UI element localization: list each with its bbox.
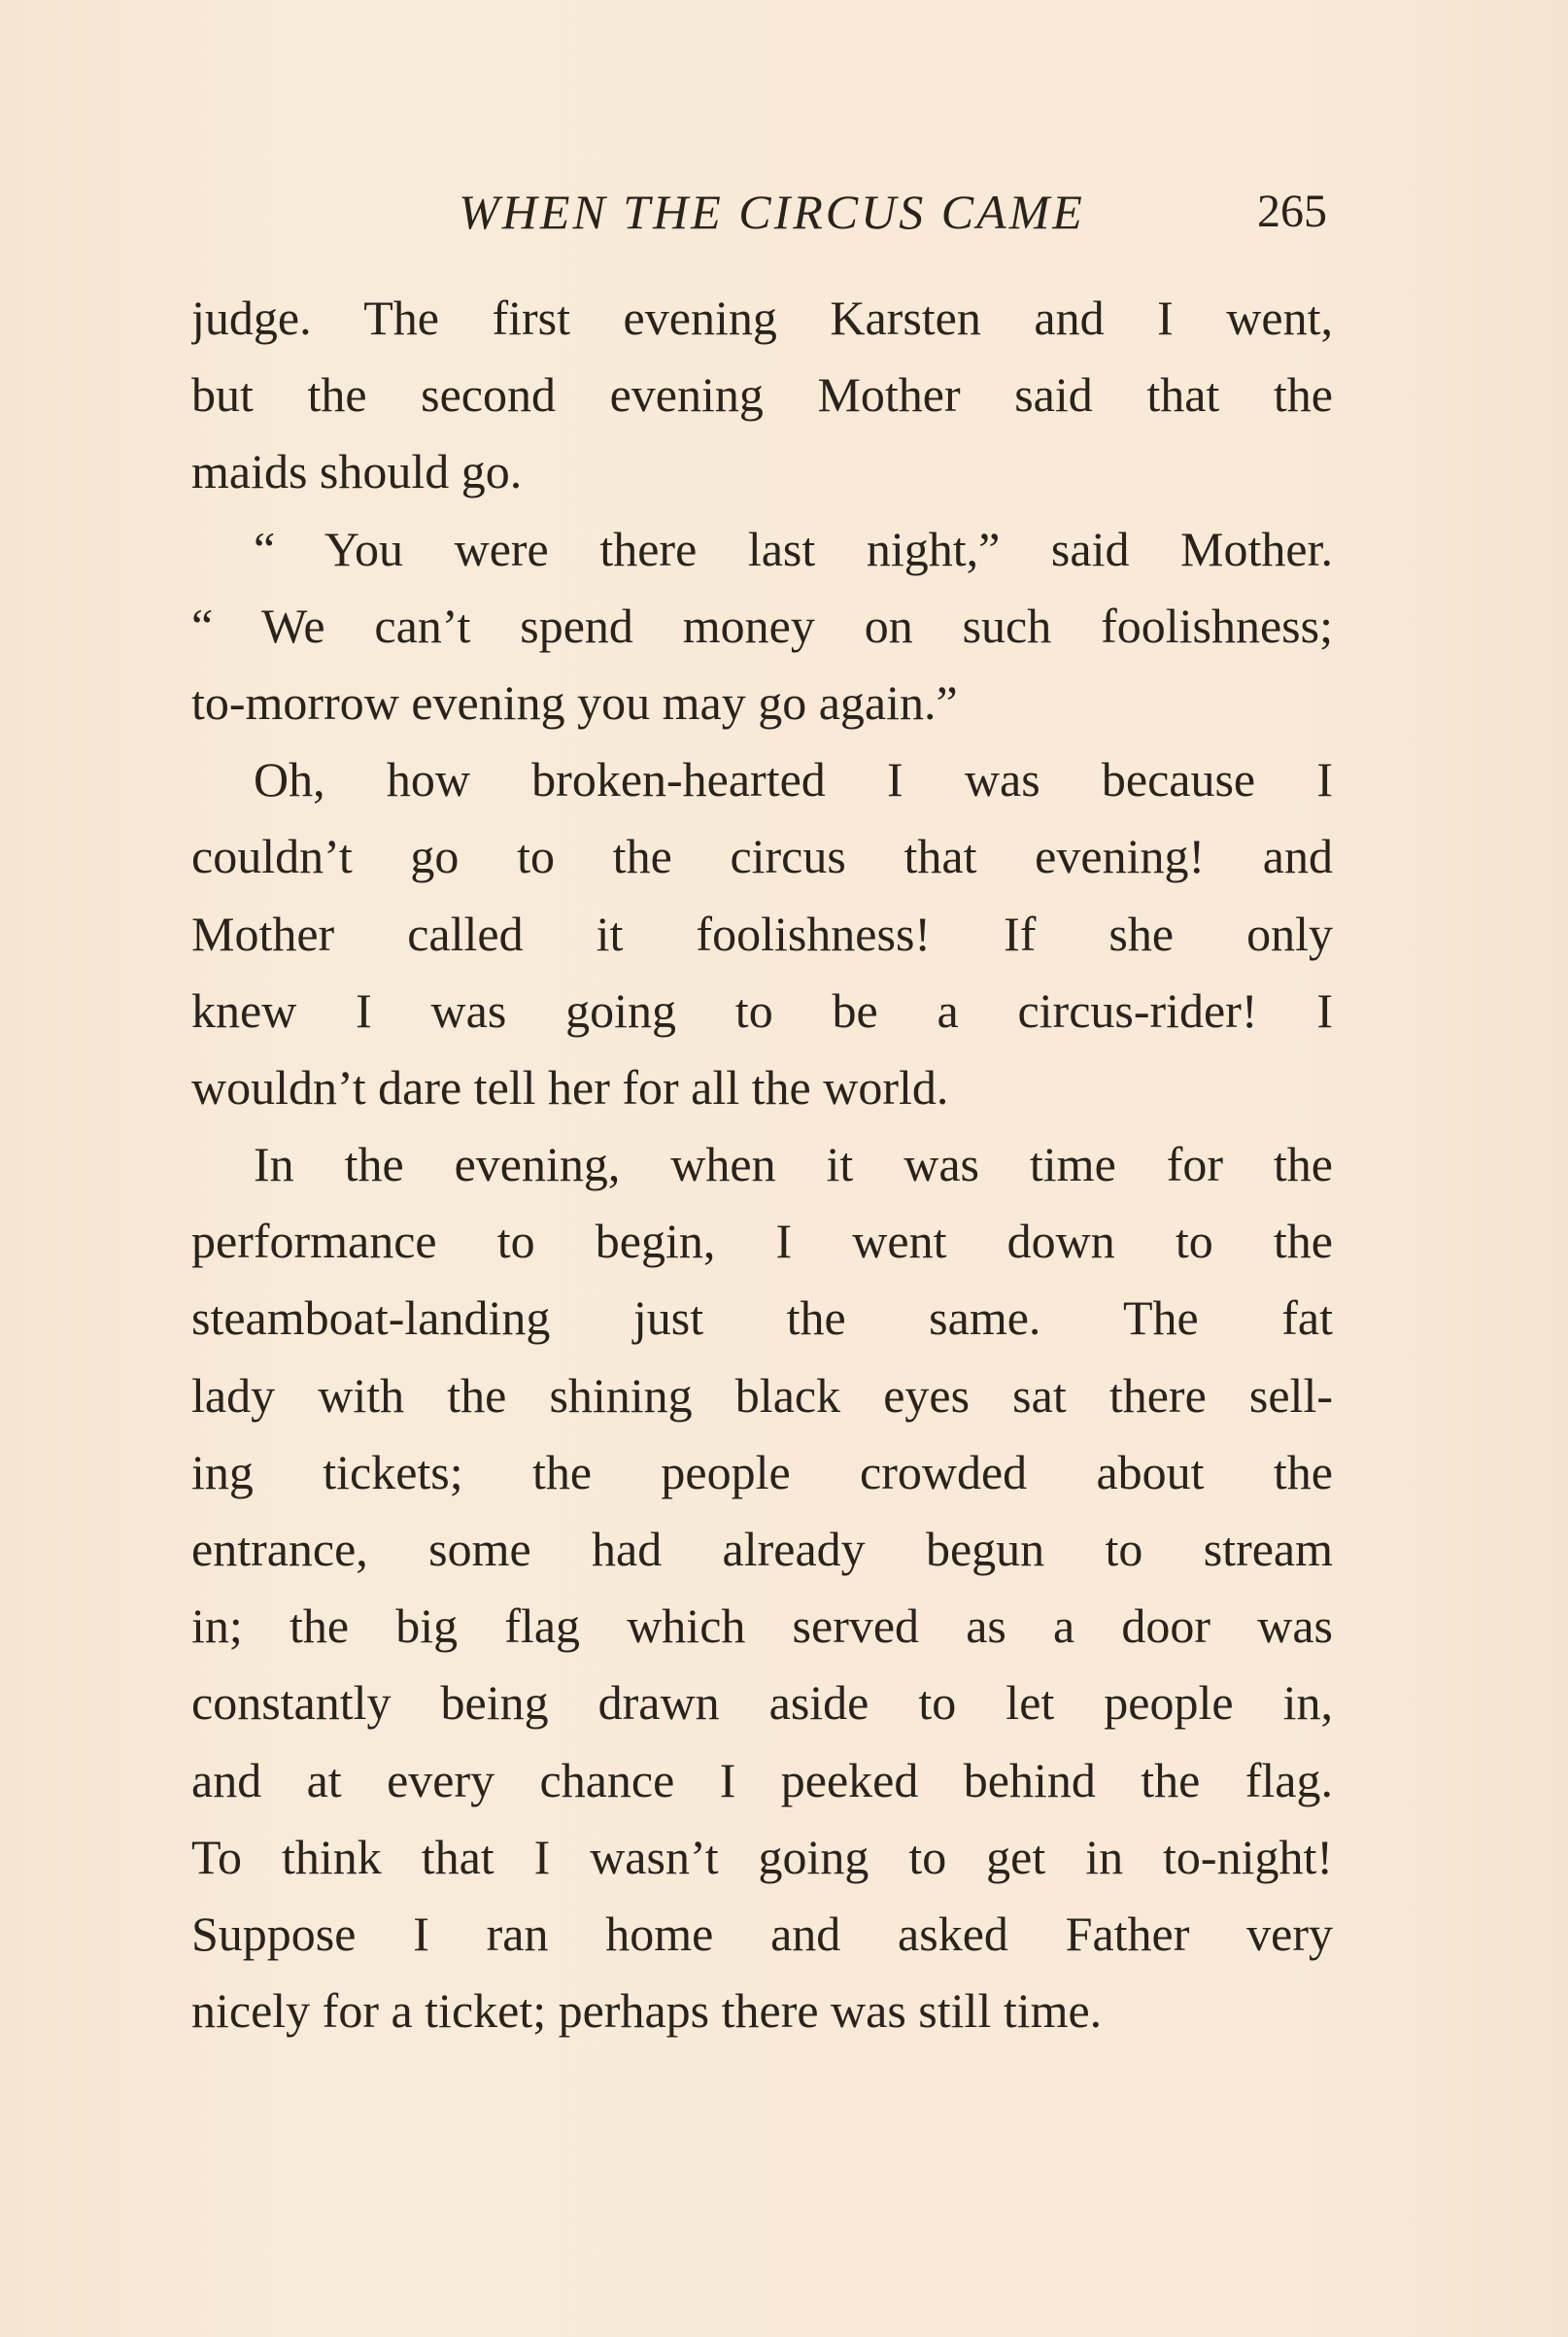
- text-line: “ We can’t spend money on such foolishness;: [191, 598, 1333, 653]
- text-line: entrance, some had already begun to stream: [191, 1522, 1333, 1576]
- text-line: lady with the shining black eyes sat there sell-: [191, 1367, 1333, 1423]
- text-line: to-morrow evening you may go again.”: [191, 674, 958, 730]
- text-line: Suppose I ran home and asked Father very: [191, 1906, 1333, 1961]
- text-line: Oh, how broken-hearted I was because I: [254, 752, 1333, 808]
- text-line: nicely for a ticket; perhaps there was still time.: [191, 1983, 1103, 2039]
- text-line: In the evening, when it was time for the: [254, 1137, 1333, 1192]
- page-number: 265: [1257, 186, 1327, 237]
- text-line: knew I was going to be a circus-rider! I: [191, 982, 1333, 1038]
- text-line: ing tickets; the people crowded about the: [191, 1444, 1333, 1499]
- body-text: [191, 280, 1333, 2049]
- text-line: performance to begin, I went down to the: [191, 1214, 1333, 1269]
- text-line: maids should go.: [191, 444, 523, 499]
- text-line: couldn’t go to the circus that evening! and: [191, 829, 1333, 884]
- running-head: [191, 183, 1333, 241]
- text-line: “ You were there last night,” said Mother.: [254, 521, 1333, 576]
- text-line: wouldn’t dare tell her for all the world.: [191, 1059, 949, 1115]
- text-line: constantly being drawn aside to let people in,: [191, 1675, 1333, 1731]
- running-title: WHEN THE CIRCUS CAME: [459, 185, 1085, 239]
- text-line: and at every chance I peeked behind the flag.: [191, 1752, 1333, 1807]
- text-line: Mother called it foolishness! If she only: [191, 906, 1333, 961]
- text-line: but the second evening Mother said that the: [191, 367, 1333, 423]
- text-line: judge. The first evening Karsten and I went,: [191, 291, 1333, 345]
- text-line: To think that I wasn’t going to get in to-night!: [191, 1829, 1333, 1884]
- text-line: in; the big flag which served as a door was: [191, 1598, 1333, 1654]
- text-line: steamboat-landing just the same. The fat: [191, 1290, 1333, 1346]
